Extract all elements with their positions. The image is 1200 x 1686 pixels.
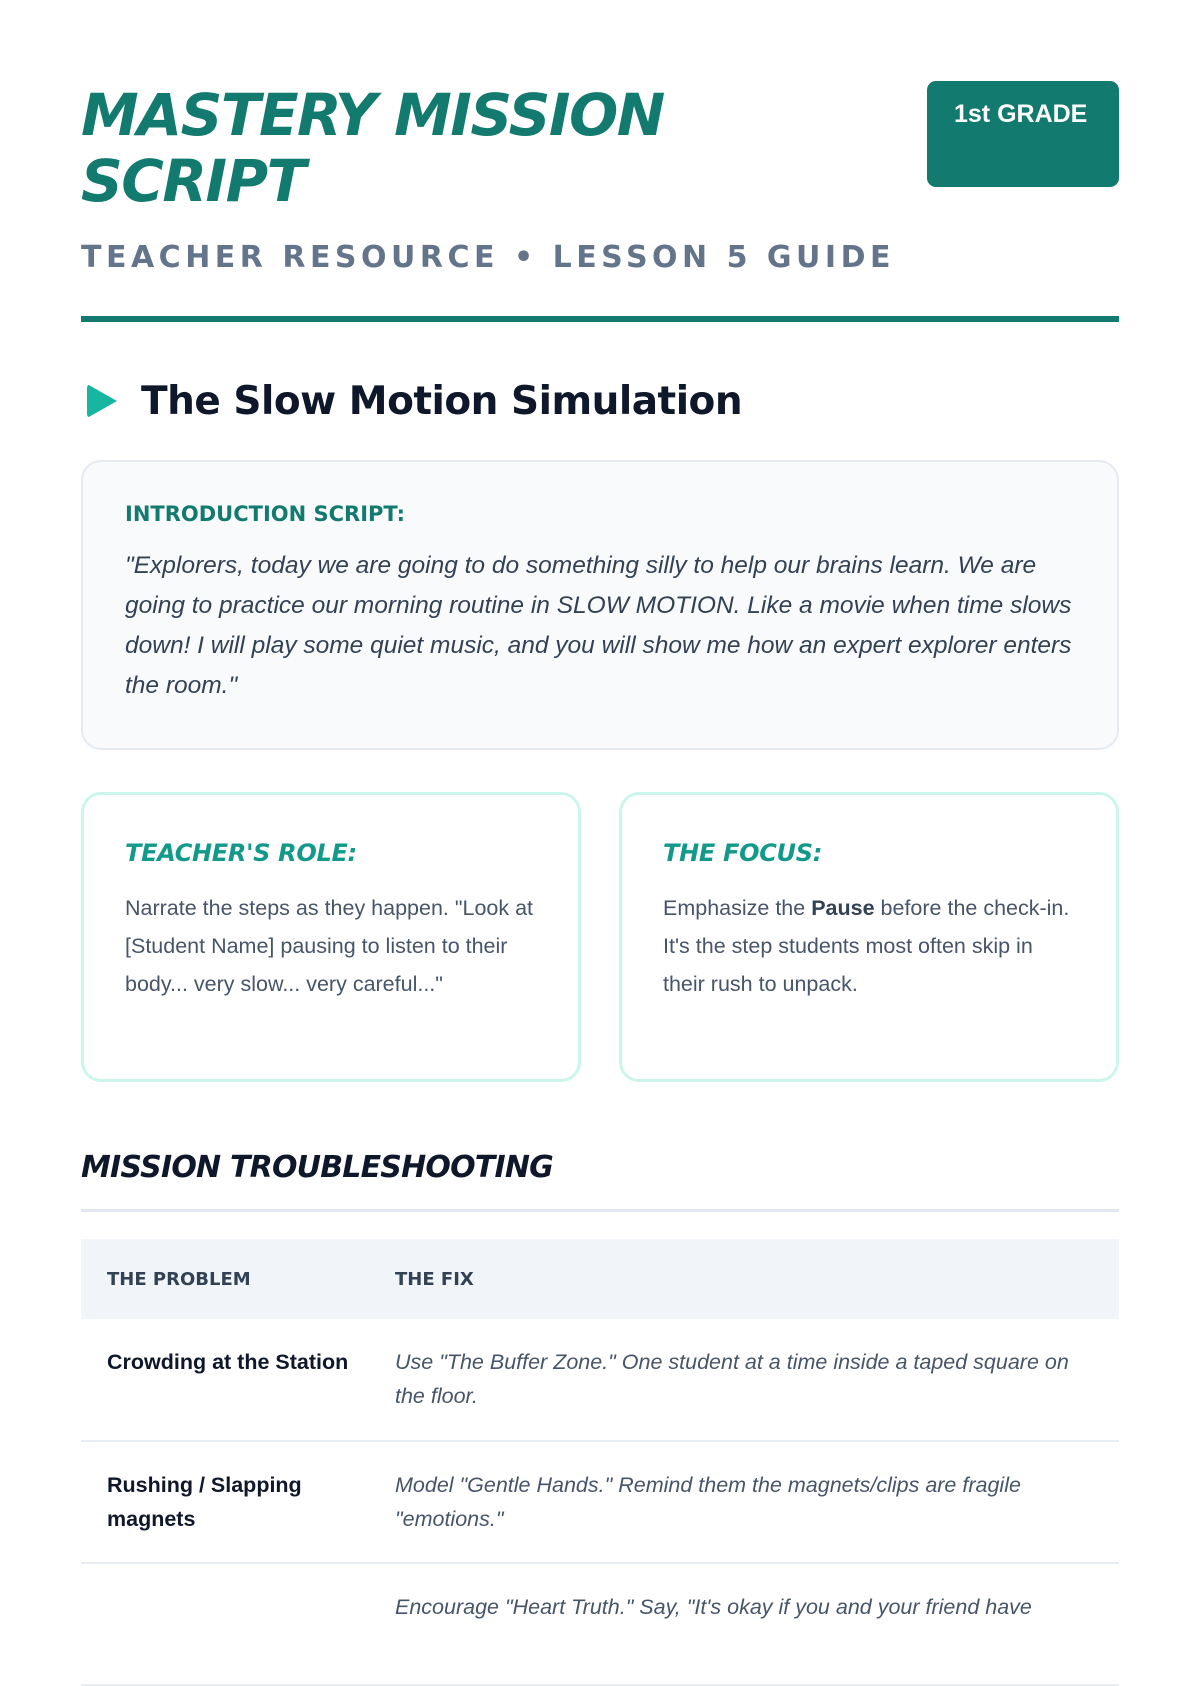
focus-title: THE FOCUS: bbox=[663, 839, 822, 867]
fix-cell: Model "Gentle Hands." Remind them the magnets/clips are fragile "emotions." bbox=[369, 1441, 1119, 1563]
header-fix: THE FIX bbox=[395, 1268, 474, 1290]
section-title: The Slow Motion Simulation bbox=[141, 378, 743, 424]
document-title: MASTERY MISSION SCRIPT bbox=[81, 81, 664, 215]
fix-cell: Use "The Buffer Zone." One student at a time inside a taped square on the floor. bbox=[369, 1319, 1119, 1441]
play-icon bbox=[87, 384, 117, 418]
problem-cell bbox=[81, 1563, 369, 1685]
focus-text-after: before the check-in. It's the step students most often skip in their rush to unpack. bbox=[663, 896, 1070, 996]
troubleshooting-table bbox=[81, 1239, 1119, 1686]
teacher-role-title: TEACHER'S ROLE: bbox=[125, 839, 357, 867]
focus-card bbox=[619, 792, 1119, 1082]
focus-text-bold: Pause bbox=[811, 896, 875, 920]
problem-cell: Crowding at the Station bbox=[81, 1319, 369, 1441]
teacher-role-text: Narrate the steps as they happen. "Look at [Student Name] pausing to listen to their body... very slow... very careful..." bbox=[125, 896, 534, 996]
info-cards bbox=[81, 792, 1119, 1082]
table-row bbox=[81, 1441, 1119, 1563]
problem-cell: Rushing / Slapping magnets bbox=[81, 1441, 369, 1563]
fix-cell: Encourage "Heart Truth." Say, "It's okay if you and your friend have bbox=[369, 1563, 1119, 1685]
focus-text bbox=[663, 889, 1076, 1003]
header-problem: THE PROBLEM bbox=[107, 1268, 251, 1290]
table-row bbox=[81, 1319, 1119, 1441]
document-subtitle: TEACHER RESOURCE • LESSON 5 GUIDE bbox=[81, 240, 895, 275]
teacher-role-card bbox=[81, 792, 581, 1082]
introduction-label: INTRODUCTION SCRIPT: bbox=[125, 502, 405, 526]
introduction-text: "Explorers, today we are going to do something silly to help our brains learn. We are going to practice our morning routine in SLOW MOTION. Like a movie when time slows down! I will play some quiet music, and you will show me how an expert explorer enters the room." bbox=[125, 552, 1072, 699]
document-header bbox=[81, 0, 1119, 322]
troubleshooting-title: MISSION TROUBLESHOOTING bbox=[81, 1150, 1119, 1212]
focus-text-before: Emphasize the bbox=[663, 896, 812, 920]
grade-badge: 1st GRADE bbox=[927, 81, 1119, 187]
section-heading bbox=[81, 376, 1119, 426]
table-header-row bbox=[81, 1239, 1119, 1319]
table-row bbox=[81, 1563, 1119, 1685]
introduction-box bbox=[81, 460, 1119, 750]
